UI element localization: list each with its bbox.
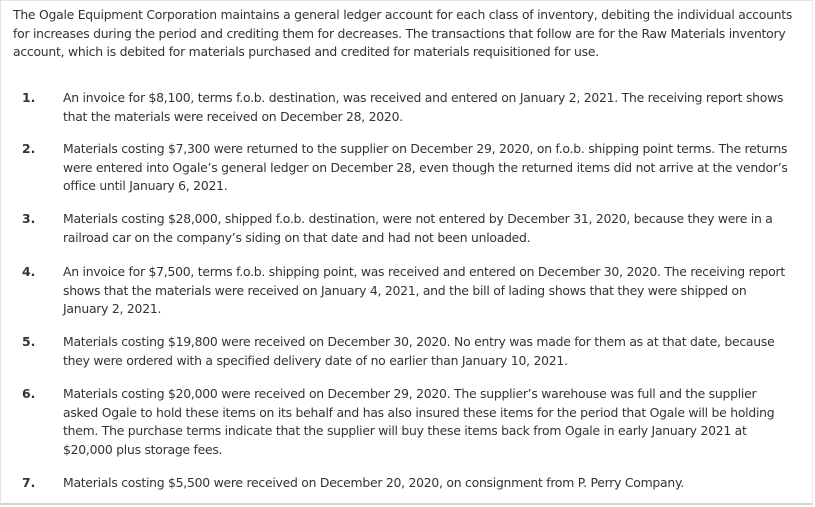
item-number: 7. (22, 475, 36, 490)
item-number: 2. (22, 141, 36, 156)
item-text: An invoice for $8,100, terms f.o.b. destination, was received and entered on January 2, 2021. The receiving report shows that the materials were received on December 28, 2020. (63, 90, 784, 124)
item-number: 3. (22, 211, 36, 226)
item-number: 4. (22, 264, 36, 279)
intro-paragraph: The Ogale Equipment Corporation maintains a general ledger account for each class of inventory, debiting the individual accounts for increases during the period and crediting them for decreases. The transactions that follow are for the Raw Materials inventory account, which is debited for materials purchased and credited for materials requisitioned for use. (13, 7, 793, 60)
item-number: 6. (22, 386, 36, 401)
item-text: Materials costing $20,000 were received on December 29, 2020. The supplier’s warehouse was full and the supplier asked Ogale to hold these items on its behalf and has also insured these items for the period that Ogale will be holding them. The purchase terms indicate that the supplier will buy these items back from Ogale in early January 2021 at $20,000 plus storage fees. (63, 386, 775, 457)
item-text: Materials costing $7,300 were returned to the supplier on December 29, 2020, on f.o.b. shipping point terms. The returns were entered into Ogale’s general ledger on December 28, even though the returned items did not arrive at the vendor’s office until January 6, 2021. (63, 141, 788, 194)
item-number: 5. (22, 334, 36, 349)
item-text: An invoice for $7,500, terms f.o.b. shipping point, was received and entered on December 30, 2020. The receiving report shows that the materials were received on January 4, 2021, and the bill of lading shows that they were shipped on January 2, 2021. (63, 264, 785, 317)
item-number: 1. (22, 90, 36, 105)
item-text: Materials costing $5,500 were received on December 20, 2020, on consignment from P. Perry Company. (63, 475, 684, 490)
item-text: Materials costing $19,800 were received on December 30, 2020. No entry was made for them as at that date, because they were ordered with a specified delivery date of no earlier than January 10, 2021. (63, 334, 775, 368)
item-text: Materials costing $28,000, shipped f.o.b. destination, were not entered by December 31, 2020, because they were in a railroad car on the company’s siding on that date and had not been unloaded. (63, 211, 773, 245)
